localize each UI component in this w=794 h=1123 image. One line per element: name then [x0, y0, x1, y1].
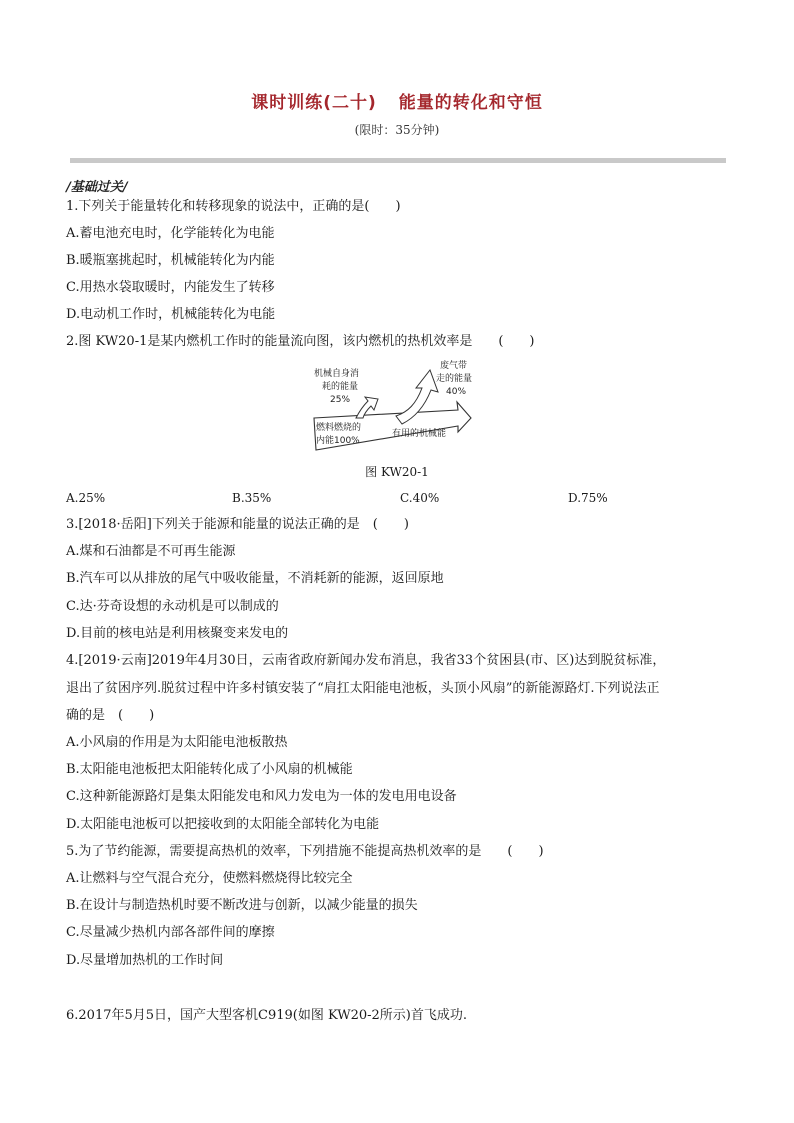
q2-option-b: B.35% — [232, 491, 272, 505]
q1-option-b: B.暖瓶塞挑起时，机械能转化为内能 — [66, 253, 275, 268]
q4-option-b: B.太阳能电池板把太阳能转化成了小风扇的机械能 — [66, 762, 353, 777]
q2-option-c: C.40% — [400, 491, 440, 505]
q2-option-a: A.25% — [66, 491, 106, 505]
page-title — [0, 88, 794, 113]
q4-stem-line2: 退出了贫困序列.脱贫过程中许多村镇安装了“肩扛太阳能电池板，头顶小风扇”的新能源路灯.下列说法正 — [66, 681, 660, 696]
mechanical-loss-line1: 机械自身消 — [314, 369, 360, 379]
q5-stem: 5.为了节约能源，需要提高热机的效率，下列措施不能提高热机效率的是 ( ) — [66, 844, 544, 859]
q1-stem: 1.下列关于能量转化和转移现象的说法中，正确的是( ) — [66, 199, 401, 214]
q2-stem: 2.图 KW20-1是某内燃机工作时的能量流向图，该内燃机的热机效率是 ( ) — [66, 334, 535, 349]
fuel-line1: 燃料燃烧的 — [316, 423, 362, 433]
title-part1: 课时训练(二十) — [251, 93, 377, 113]
figure-caption: 图 KW20-1 — [365, 465, 429, 479]
q1-option-a: A.蓄电池充电时，化学能转化为电能 — [66, 226, 275, 241]
q1-option-c: C.用热水袋取暖时，内能发生了转移 — [66, 280, 275, 295]
q1-option-d: D.电动机工作时，机械能转化为电能 — [66, 307, 276, 322]
mechanical-loss-line2: 耗的能量 — [322, 382, 359, 392]
header-divider — [70, 158, 726, 163]
q4-option-c: C.这种新能源路灯是集太阳能发电和风力发电为一体的发电用电设备 — [66, 789, 457, 804]
q5-option-c: C.尽量减少热机内部各部件间的摩擦 — [66, 925, 275, 940]
q5-option-b: B.在设计与制造热机时要不断改进与创新，以减少能量的损失 — [66, 898, 418, 913]
q6-stem: 6.2017年5月5日，国产大型客机C919(如图 KW20-2所示)首飞成功. — [66, 1008, 468, 1023]
q2-option-d: D.75% — [568, 491, 608, 505]
q4-stem-line3: 确的是 ( ) — [66, 708, 155, 723]
q3-stem: 3.[2018·岳阳]下列关于能源和能量的说法正确的是 ( ) — [66, 517, 409, 532]
q5-option-d: D.尽量增加热机的工作时间 — [66, 953, 224, 968]
useful-energy-label: 有用的机械能 — [392, 429, 447, 439]
q3-option-b: B.汽车可以从排放的尾气中吸收能量，不消耗新的能源，返回原地 — [66, 571, 444, 586]
q4-option-a: A.小风扇的作用是为太阳能电池板散热 — [66, 735, 288, 750]
mechanical-loss-line3: 25% — [330, 395, 351, 405]
q4-option-d: D.太阳能电池板可以把接收到的太阳能全部转化为电能 — [66, 817, 380, 832]
time-limit: (限时：35分钟) — [354, 123, 440, 137]
exhaust-line2: 走的能量 — [436, 374, 473, 384]
q3-option-d: D.目前的核电站是利用核聚变来发电的 — [66, 626, 289, 641]
exhaust-line1: 废气带 — [440, 361, 468, 371]
section-label: /基础过关/ — [66, 180, 128, 195]
q4-stem-line1: 4.[2019·云南]2019年4月30日，云南省政府新闻办发布消息，我省33个贫困县(市、区)达到脱贫标准， — [66, 653, 666, 668]
title-part2: 能量的转化和守恒 — [398, 93, 543, 113]
fuel-line2: 内能100% — [316, 436, 360, 446]
q3-option-a: A.煤和石油都是不可再生能源 — [66, 544, 236, 559]
energy-flow-diagram — [308, 360, 488, 455]
q5-option-a: A.让燃料与空气混合充分，使燃料燃烧得比较完全 — [66, 871, 353, 886]
q3-option-c: C.达·芬奇设想的永动机是可以制成的 — [66, 599, 279, 614]
exhaust-line3: 40% — [446, 387, 467, 397]
